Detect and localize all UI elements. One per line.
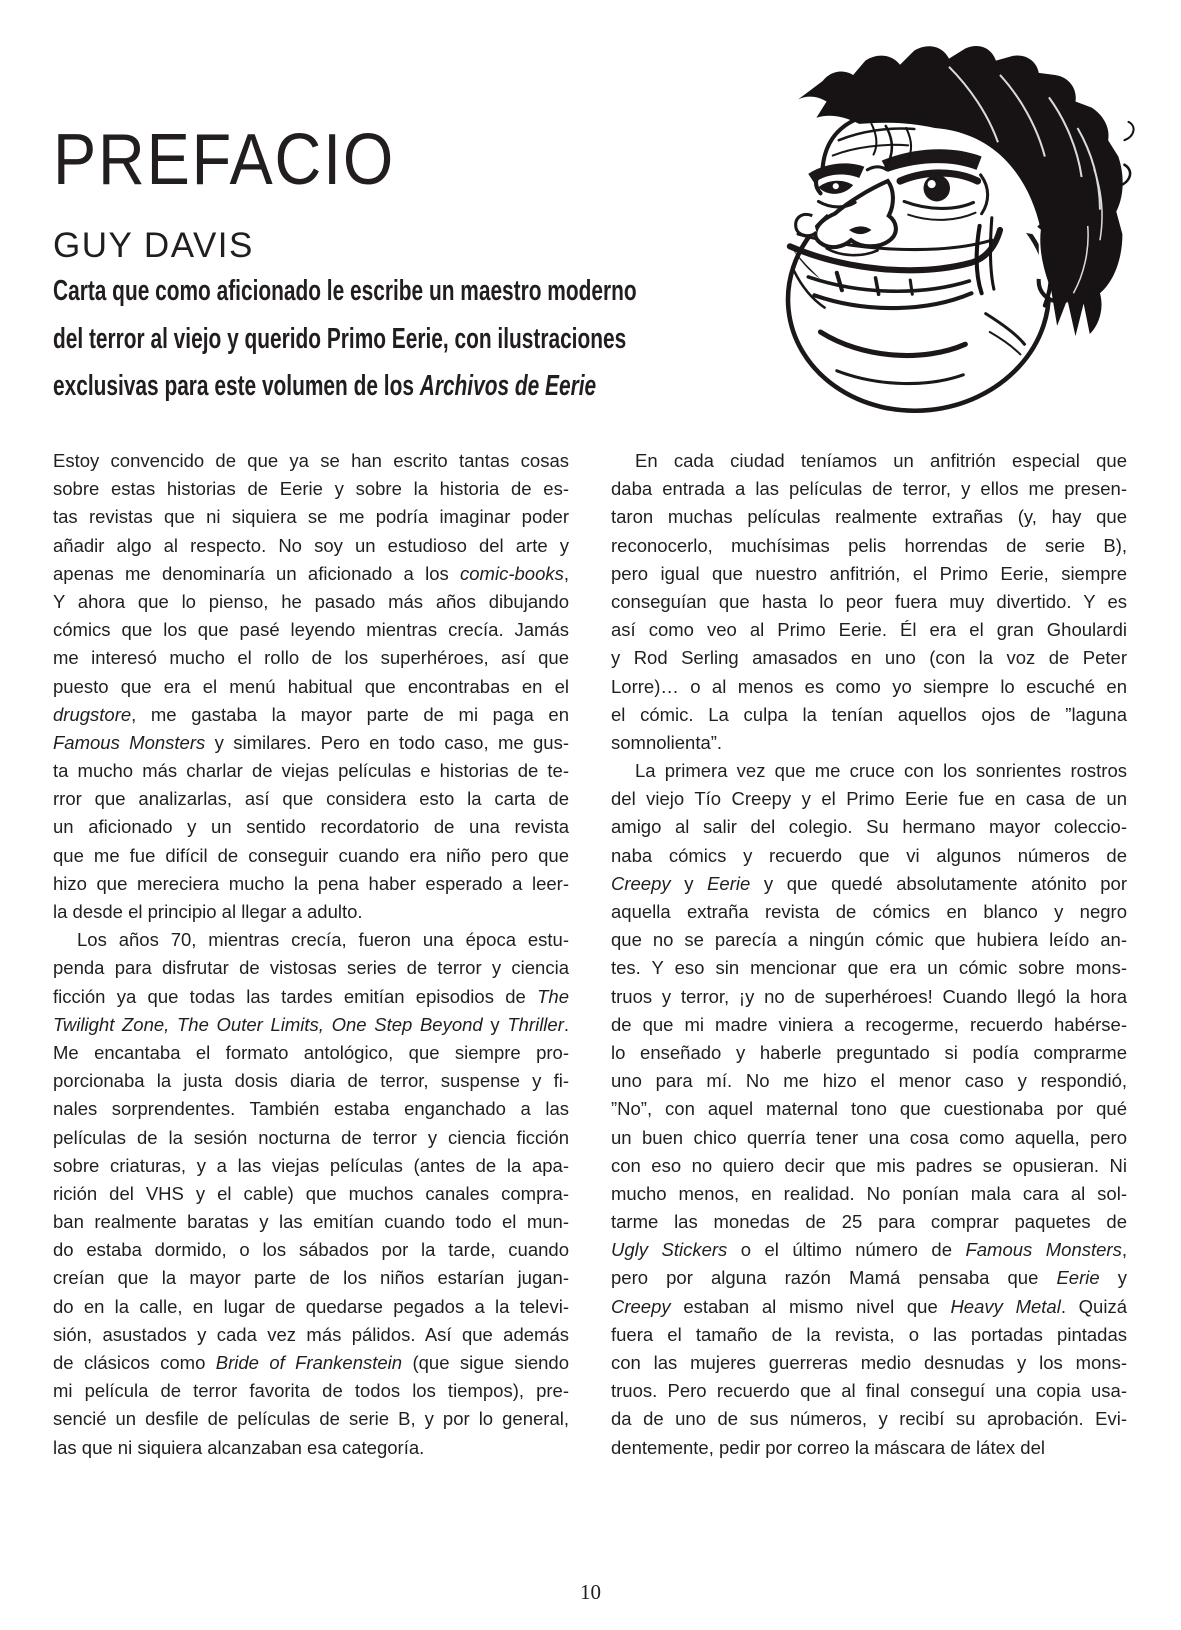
body-line: Me encantaba el formato antológico, que siempre pro- xyxy=(53,1041,569,1063)
body-line: Creepy y Eerie y que quedé absolutamente atónito por xyxy=(611,872,1128,894)
paragraph xyxy=(611,447,1127,757)
body-line: películas de la sesión nocturna de terror y ciencia ficción xyxy=(53,1126,569,1148)
illustration xyxy=(733,26,1165,434)
body-line: un aficionado y un sentido recordatorio de una revista xyxy=(53,816,569,838)
body-line: el cómic. La culpa la tenían aquellos ojos de ”laguna xyxy=(611,703,1127,725)
body-line: que me fue difícil de conseguir cuando era niño pero que xyxy=(53,844,569,866)
body-line: conseguían que hasta lo peor fuera muy divertido. Y es xyxy=(611,590,1127,612)
body-line: drugstore, me gastaba la mayor parte de mi paga en xyxy=(53,703,569,725)
body-line: con eso no quiero decir que mis padres se opusieran. Ni xyxy=(611,1154,1127,1176)
body-line: un buen chico querría tener una cosa como aquella, pero xyxy=(611,1126,1127,1148)
subtitle-line: Carta que como aficionado le escribe un maestro moderno xyxy=(53,275,637,307)
body-line: tes. Y eso sin mencionar que era un cómic sobre mons- xyxy=(611,957,1127,979)
body-line: mucho menos, en realidad. No ponían mala cara al sol- xyxy=(611,1182,1127,1204)
body-line: de que mi madre viniera a recogerme, recuerdo habérse- xyxy=(611,1013,1127,1035)
body-line: Los años 70, mientras crecía, fueron una época estu- xyxy=(77,929,569,951)
subtitle-line: exclusivas para este volumen de los Archivos de Eerie xyxy=(53,370,597,402)
body-line: do estaba dormido, o los sábados por la tarde, cuando xyxy=(53,1239,569,1261)
subtitle-line: del terror al viejo y querido Primo Eerie, con ilustraciones xyxy=(53,322,627,355)
body-line: taron muchas películas realmente extrañas (y, hay que xyxy=(611,506,1127,528)
body-line: porcionaba la justa dosis diaria de terror, suspense y fi- xyxy=(53,1070,569,1092)
body-line: amigo al salir del colegio. Su hermano mayor coleccio- xyxy=(611,816,1127,838)
body-line: somnolienta”. xyxy=(611,731,723,753)
body-line: cómics que los que pasé leyendo mientras crecía. Jamás xyxy=(53,619,569,641)
body-line: creían que la mayor parte de los niños estarían jugan- xyxy=(53,1267,569,1289)
page-number: 10 xyxy=(580,1580,601,1604)
body-line: Ugly Stickers o el último número de Famous Monsters, xyxy=(611,1239,1127,1261)
body-line: aquella extraña revista de cómics en blanco y negro xyxy=(611,901,1127,922)
body-line: sobre estas historias de Eerie y sobre la historia de es- xyxy=(53,478,569,500)
body-line: mi película de terror favorita de todos los tiempos), pre- xyxy=(53,1380,569,1402)
body-line: lo enseñado y haberle preguntado si podía comprarme xyxy=(611,1041,1127,1063)
body-line: rror que analizarlas, así que considera esto la carta de xyxy=(53,788,569,810)
body-line: sión, asustados y cada vez más pálidos. Así que además xyxy=(53,1323,569,1345)
body-line: sobre criaturas, y a las viejas películas (antes de la apa- xyxy=(53,1154,569,1176)
body-line: rición del VHS y el cable) que muchos canales compra- xyxy=(53,1182,569,1204)
body-line: puesto que era el menú habitual que encontrabas en el xyxy=(53,675,569,697)
body-line: pero por alguna razón Mamá pensaba que Eerie y xyxy=(611,1267,1128,1289)
body-line: fuera el tamaño de la revista, o las portadas pintadas xyxy=(611,1323,1127,1345)
body-line: Estoy convencido de que ya se han escrito tantas cosas xyxy=(53,450,569,471)
body-line: añadir algo al respecto. No soy un estudioso del arte y xyxy=(53,534,569,556)
paragraph xyxy=(53,926,569,1462)
body-line: de clásicos como Bride of Frankenstein (que sigue siendo xyxy=(53,1352,569,1373)
paragraph xyxy=(53,447,569,926)
body-line: apenas me denominaría un aficionado a los comic-books, xyxy=(53,562,569,584)
body-line: sencié un desfile de películas de serie B, y por lo general, xyxy=(53,1408,569,1430)
body-line: tarme las monedas de 25 para comprar paquetes de xyxy=(611,1211,1127,1233)
body-line: tas revistas que ni siquiera se me podría imaginar poder xyxy=(53,506,569,528)
body-line: Famous Monsters y similares. Pero en todo caso, me gus- xyxy=(53,731,570,753)
body-line: da de uno de sus números, y recibí su aprobación. Evi- xyxy=(611,1408,1127,1430)
body-line: naba cómics y recuerdo que vi algunos números de xyxy=(611,844,1127,866)
body-line: la desde el principio al llegar a adulto. xyxy=(53,901,363,922)
column-right xyxy=(611,447,1127,1462)
body-line: Y ahora que lo pienso, he pasado más años dibujando xyxy=(53,590,569,612)
body-line: pero igual que nuestro anfitrión, el Primo Eerie, siempre xyxy=(611,562,1127,584)
paragraph xyxy=(611,757,1127,1462)
body-line: En cada ciudad teníamos un anfitrión especial que xyxy=(635,450,1127,471)
body-line: que no se parecía a ningún cómic que hubiera leído an- xyxy=(611,929,1127,951)
body-line: con las mujeres guerreras medio desnudas y los mons- xyxy=(611,1352,1127,1373)
body-line: nales sorprendentes. También estaba enganchado a las xyxy=(53,1098,569,1120)
body-line: dentemente, pedir por correo la máscara de látex del xyxy=(611,1436,1045,1458)
body-line: uno para mí. No me hizo el menor caso y respondió, xyxy=(611,1070,1127,1092)
body-line: hizo que mereciera mucho la pena haber esperado a leer- xyxy=(53,872,569,894)
cousin-eerie-illustration xyxy=(733,26,1165,434)
body-line: do en la calle, en lugar de quedarse pegados a la televi- xyxy=(53,1295,569,1317)
body-line: ta mucho más charlar de viejas películas e historias de te- xyxy=(53,760,569,782)
page-title: PREFACIO xyxy=(53,120,396,200)
body-line: Lorre)… o al menos es como yo siempre lo escuché en xyxy=(611,675,1127,697)
body-line: así como veo al Primo Eerie. Él era el gran Ghoulardi xyxy=(611,619,1127,641)
body-line: me interesó mucho el rollo de los superhéroes, así que xyxy=(53,647,569,669)
body-line: las que ni siquiera alcanzaban esa categoría. xyxy=(53,1436,425,1458)
body-line: reconocerlo, muchísimas pelis horrendas de serie B), xyxy=(611,534,1127,556)
body-line: La primera vez que me cruce con los sonrientes rostros xyxy=(635,760,1127,782)
body-line: truos. Pero recuerdo que al final conseguí una copia usa- xyxy=(611,1380,1127,1402)
author-name: GUY DAVIS xyxy=(53,226,254,265)
body-line: Twilight Zone, The Outer Limits, One Step Beyond y Thriller. xyxy=(53,1013,569,1035)
body-line: ficción ya que todas las tardes emitían episodios de The xyxy=(53,985,569,1007)
body-line: y Rod Serling amasados en uno (con la voz de Peter xyxy=(611,647,1127,669)
column-left xyxy=(53,447,569,1462)
body-line: ”No”, con aquel maternal tono que cuestionaba por qué xyxy=(611,1098,1127,1120)
body-line: del viejo Tío Creepy y el Primo Eerie fue en casa de un xyxy=(611,788,1127,810)
body-line: truos y terror, ¡y no de superhéroes! Cuando llegó la hora xyxy=(611,985,1127,1007)
body-line: daba entrada a las películas de terror, y ellos me presen- xyxy=(611,478,1127,500)
body-line: ban realmente baratas y las emitían cuando todo el mun- xyxy=(53,1211,569,1233)
body-line: penda para disfrutar de vistosas series de terror y ciencia xyxy=(53,957,569,979)
body-line: Creepy estaban al mismo nivel que Heavy Metal. Quizá xyxy=(611,1295,1127,1317)
